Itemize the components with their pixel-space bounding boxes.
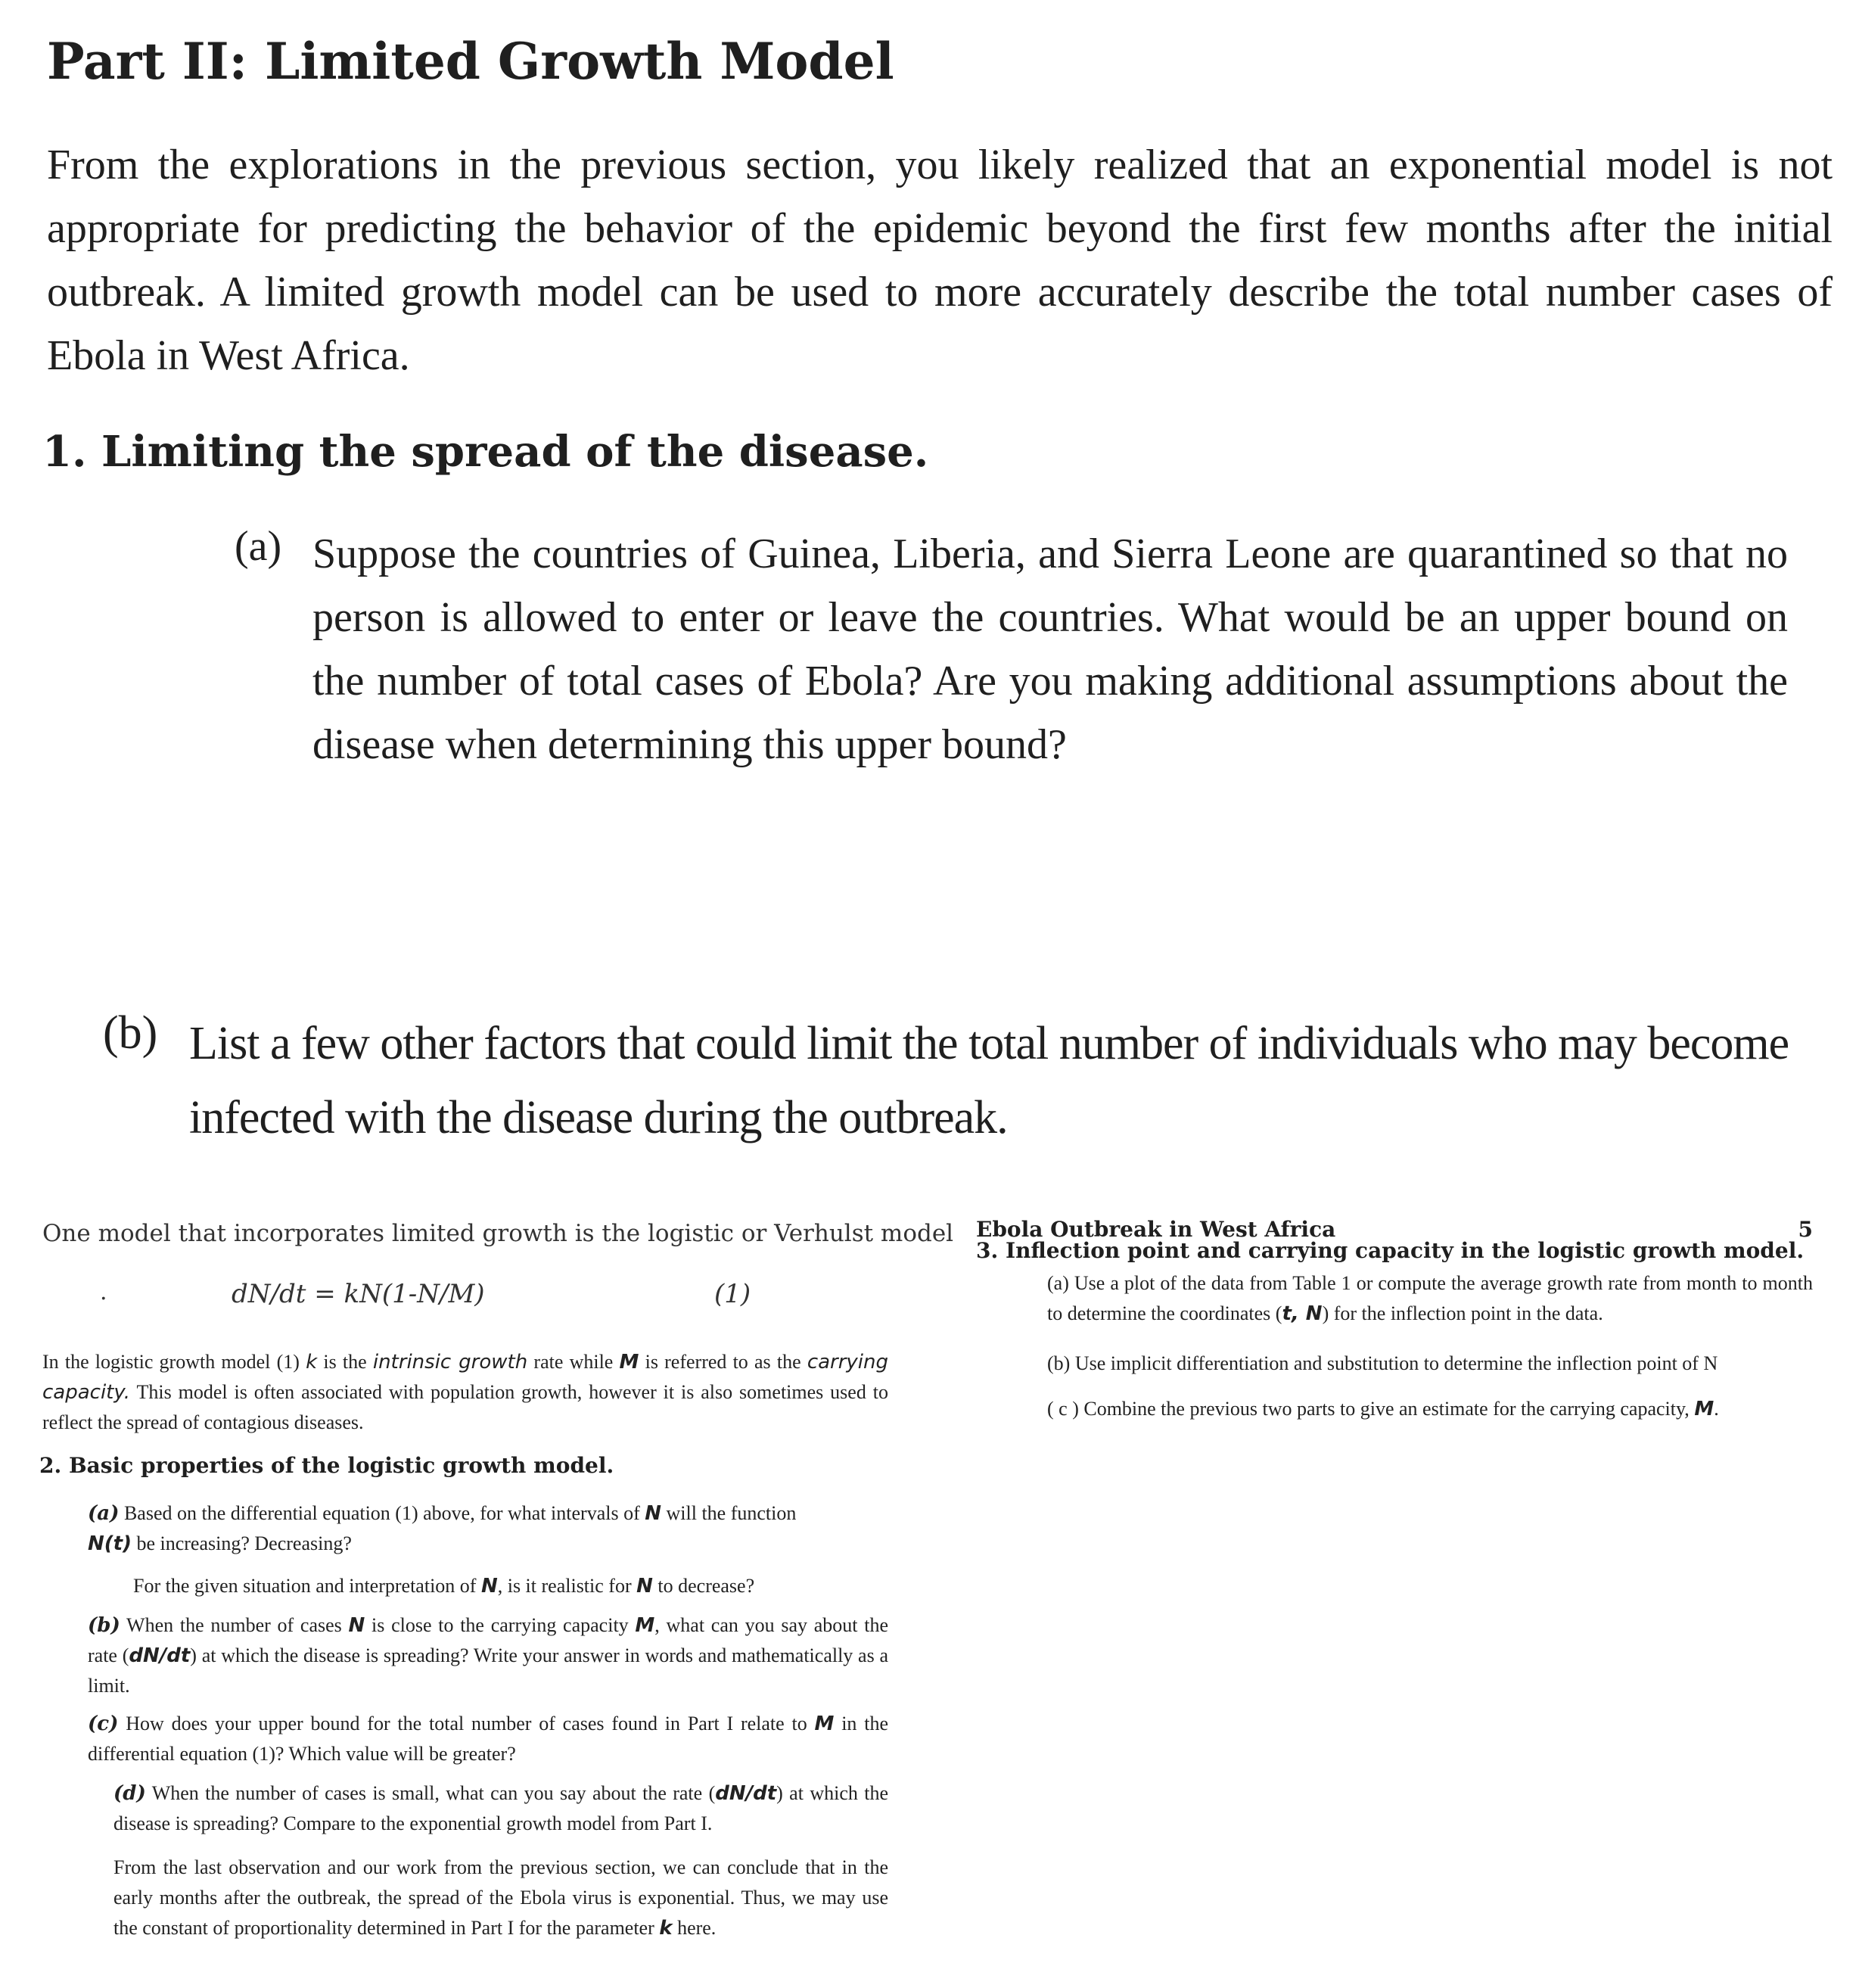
question-2b [88, 1610, 888, 1701]
q2b-dNdt: dN/dt [129, 1644, 191, 1667]
note-text: , is it realistic for [497, 1575, 637, 1597]
question-2a-note [133, 1571, 890, 1601]
equation-number: (1) [714, 1279, 751, 1309]
question-3c [1047, 1394, 1813, 1424]
page-title: Part II: Limited Growth Model [47, 32, 894, 91]
question-1a-label: (a) [235, 523, 282, 570]
desc-carrying: carrying capacity. [42, 1351, 889, 1404]
q2b-text: ) at which the disease is spreading? Write your answer in words and mathematically as a limit. [88, 1644, 889, 1697]
q2c-M: M [814, 1713, 835, 1735]
q3c-text: ( c ) Combine the previous two parts to give an estimate for the carrying capacity, [1047, 1398, 1695, 1420]
note-N: N [636, 1575, 653, 1598]
logistic-intro: One model that incorporates limited growth is the logistic or Verhulst model [42, 1220, 954, 1247]
q3a-text: (a) Use a plot of the data from Table 1 or compute the average growth rate from month to month to determine the coordinates ( [1047, 1272, 1813, 1324]
q2d-text: When the number of cases is small, what can you say about the rate ( [145, 1782, 716, 1804]
q2a-text: be increasing? Decreasing? [131, 1532, 352, 1554]
question-2b-label: (b) [88, 1614, 120, 1637]
q2b-text: is close to the carrying capacity [365, 1614, 636, 1636]
conclusion-text: From the last observation and our work from the previous section, we can conclude that in the early months after the outbreak, the spread of the Ebola virus is exponential. Thus, we may use the constant of proportionality determined in Part I for the parameter [113, 1856, 888, 1939]
logistic-description [42, 1347, 888, 1438]
q3c-text: . [1714, 1398, 1719, 1420]
desc-text: rate while [527, 1351, 620, 1373]
desc-text: In the logistic growth model (1) [42, 1351, 306, 1373]
q3a-text: ) for the inflection point in the data. [1322, 1302, 1603, 1324]
q2c-text: How does your upper bound for the total number of cases found in Part I relate to [118, 1713, 815, 1734]
question-3b: (b) Use implicit differentiation and substitution to determine the inflection point of N [1047, 1352, 1718, 1374]
question-2a-label: (a) [88, 1502, 120, 1525]
logistic-equation: dN/dt = kN(1-N/M) [232, 1279, 485, 1309]
desc-intrinsic: intrinsic growth [372, 1351, 528, 1374]
q2a-Nt: N(t) [88, 1532, 132, 1555]
q2c-text: in the differential equation (1)? Which value will be greater? [88, 1713, 888, 1765]
question-2c [88, 1709, 888, 1769]
q3c-M: M [1694, 1398, 1714, 1420]
question-1a-text: Suppose the countries of Guinea, Liberia, and Sierra Leone are quarantined so that no person is allowed to enter or leave the countries. What would be an upper bound on the number of total cases of Ebola? Are you making additional assumptions about the disease when determining this upper bound? [312, 530, 1788, 768]
question-3-heading: 3. Inflection point and carrying capacity in the logistic growth model. [976, 1238, 1805, 1263]
note-text: For the given situation and interpretation of [133, 1575, 481, 1597]
question-3a [1047, 1268, 1813, 1329]
q3a-tN: t, N [1282, 1302, 1323, 1325]
q2a-text: Based on the differential equation (1) above, for what intervals of [119, 1502, 645, 1524]
intro-paragraph: From the explorations in the previous section, you likely realized that an exponential model is not appropriate for predicting the behavior of the epidemic beyond the first few months after the initial outbreak. A limited growth model can be used to more accurately describe the total number cases of Ebola in West Africa. [47, 142, 1833, 379]
q2b-N: N [348, 1614, 365, 1637]
question-2c-label: (c) [88, 1713, 119, 1735]
desc-text: This model is often associated with population growth, however it is also sometimes used to reflect the spread of contagious diseases. [42, 1381, 888, 1433]
desc-text: is referred to as the [639, 1351, 807, 1373]
conclusion-k: k [659, 1917, 673, 1940]
q2b-M: M [635, 1614, 655, 1637]
q2d-dNdt: dN/dt [715, 1782, 777, 1805]
desc-text: is the [317, 1351, 373, 1373]
question-1-heading: 1. Limiting the spread of the disease. [42, 427, 929, 477]
q2b-text: When the number of cases [120, 1614, 349, 1636]
q2a-N: N [645, 1502, 662, 1525]
question-2d [113, 1778, 888, 1839]
q2b-text: , what can you say about the rate ( [88, 1614, 888, 1666]
question-2d-label: (d) [113, 1782, 146, 1805]
question-2a [88, 1498, 888, 1559]
note-N: N [480, 1575, 498, 1598]
conclusion-paragraph [113, 1853, 888, 1943]
conclusion-text: here. [672, 1917, 717, 1939]
document-title: Ebola Outbreak in West Africa [976, 1217, 1336, 1242]
desc-M: M [619, 1351, 639, 1374]
q2d-text: ) at which the disease is spreading? Compare to the exponential growth model from Part I. [113, 1782, 888, 1834]
desc-k: k [306, 1351, 318, 1374]
page-number: 5 [1798, 1217, 1813, 1242]
question-1b-text: List a few other factors that could limit the total number of individuals who may become infected with the disease during the outbreak. [189, 1018, 1789, 1143]
question-2-heading: 2. Basic properties of the logistic growth model. [39, 1453, 614, 1478]
question-1b-label: (b) [103, 1007, 158, 1059]
note-text: to decrease? [652, 1575, 755, 1597]
equation-dot: . [100, 1279, 107, 1305]
q2a-text: will the function [661, 1502, 797, 1524]
